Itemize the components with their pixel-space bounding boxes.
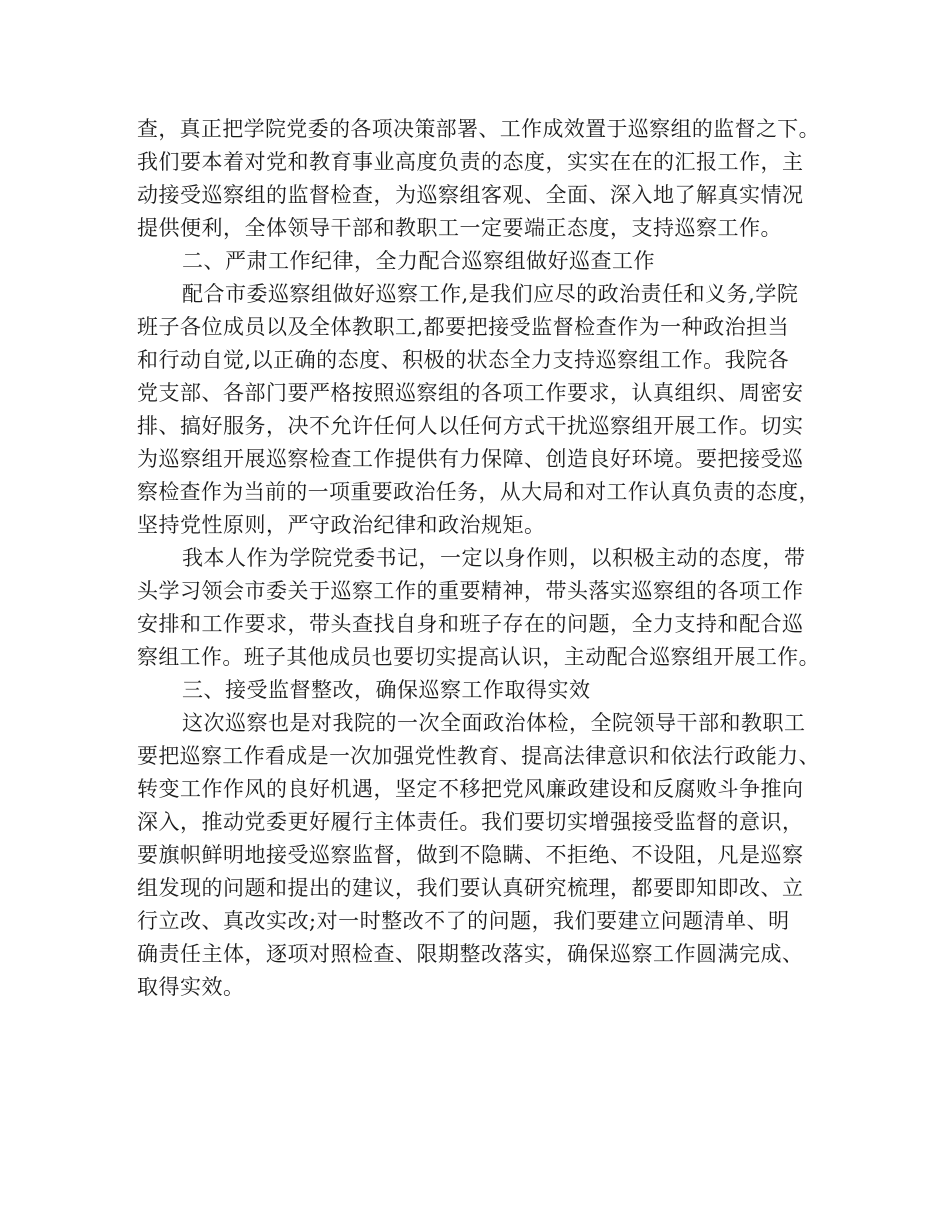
text-line: 取得实效。	[137, 975, 245, 999]
text-line: 排、搞好服务，决不允许任何人以任何方式干扰巡察组开展工作。切实	[137, 414, 804, 438]
text-line: 组发现的问题和提出的建议，我们要认真研究梳理，都要即知即改、立	[137, 876, 804, 900]
text-line: 查，真正把学院党委的各项决策部署、工作成效置于巡察组的监督之下。	[137, 117, 820, 141]
text-line: 为巡察组开展巡察检查工作提供有力保障、创造良好环境。要把接受巡	[137, 447, 804, 471]
text-line: 要旗帜鲜明地接受巡察监督，做到不隐瞒、不拒绝、不设阻，凡是巡察	[137, 843, 804, 867]
text-line: 行立改、真改实改;对一时整改不了的问题，我们要建立问题清单、明	[137, 909, 790, 933]
text-line: 头学习领会市委关于巡察工作的重要精神，带头落实巡察组的各项工作	[137, 579, 804, 603]
text-line: 坚持党性原则，严守政治纪律和政治规矩。	[137, 513, 546, 537]
text-line: 和行动自觉,以正确的态度、积极的状态全力支持巡察组工作。我院各	[137, 348, 790, 372]
text-line: 安排和工作要求，带头查找自身和班子存在的问题，全力支持和配合巡	[137, 612, 804, 636]
section-heading: 二、严肃工作纪律，全力配合巡察组做好巡查工作	[182, 249, 655, 273]
text-line: 察检查作为当前的一项重要政治任务，从大局和对工作认真负责的态度，	[137, 480, 820, 504]
text-line: 转变工作作风的良好机遇，坚定不移把党风廉政建设和反腐败斗争推向	[137, 777, 804, 801]
text-line: 确责任主体，逐项对照检查、限期整改落实，确保巡察工作圆满完成、	[137, 942, 804, 966]
text-line: 配合市委巡察组做好巡察工作,是我们应尽的政治责任和义务,学院	[182, 282, 799, 306]
text-line: 察组工作。班子其他成员也要切实提高认识，主动配合巡察组开展工作。	[137, 645, 820, 669]
text-line: 班子各位成员以及全体教职工,都要把接受监督检查作为一种政治担当	[137, 315, 790, 339]
text-line: 党支部、各部门要严格按照巡察组的各项工作要求，认真组织、周密安	[137, 381, 804, 405]
text-line: 动接受巡察组的监督检查，为巡察组客观、全面、深入地了解真实情况	[137, 183, 804, 207]
text-line: 我本人作为学院党委书记，一定以身作则，以积极主动的态度，带	[182, 546, 806, 570]
text-line: 深入，推动党委更好履行主体责任。我们要切实增强接受监督的意识，	[137, 810, 804, 834]
text-line: 要把巡察工作看成是一次加强党性教育、提高法律意识和依法行政能力、	[137, 744, 820, 768]
section-heading: 三、接受监督整改，确保巡察工作取得实效	[182, 678, 591, 702]
text-line: 提供便利，全体领导干部和教职工一定要端正态度，支持巡察工作。	[137, 216, 782, 240]
text-line: 这次巡察也是对我院的一次全面政治体检，全院领导干部和教职工	[182, 711, 806, 735]
text-line: 我们要本着对党和教育事业高度负责的态度，实实在在的汇报工作，主	[137, 150, 804, 174]
